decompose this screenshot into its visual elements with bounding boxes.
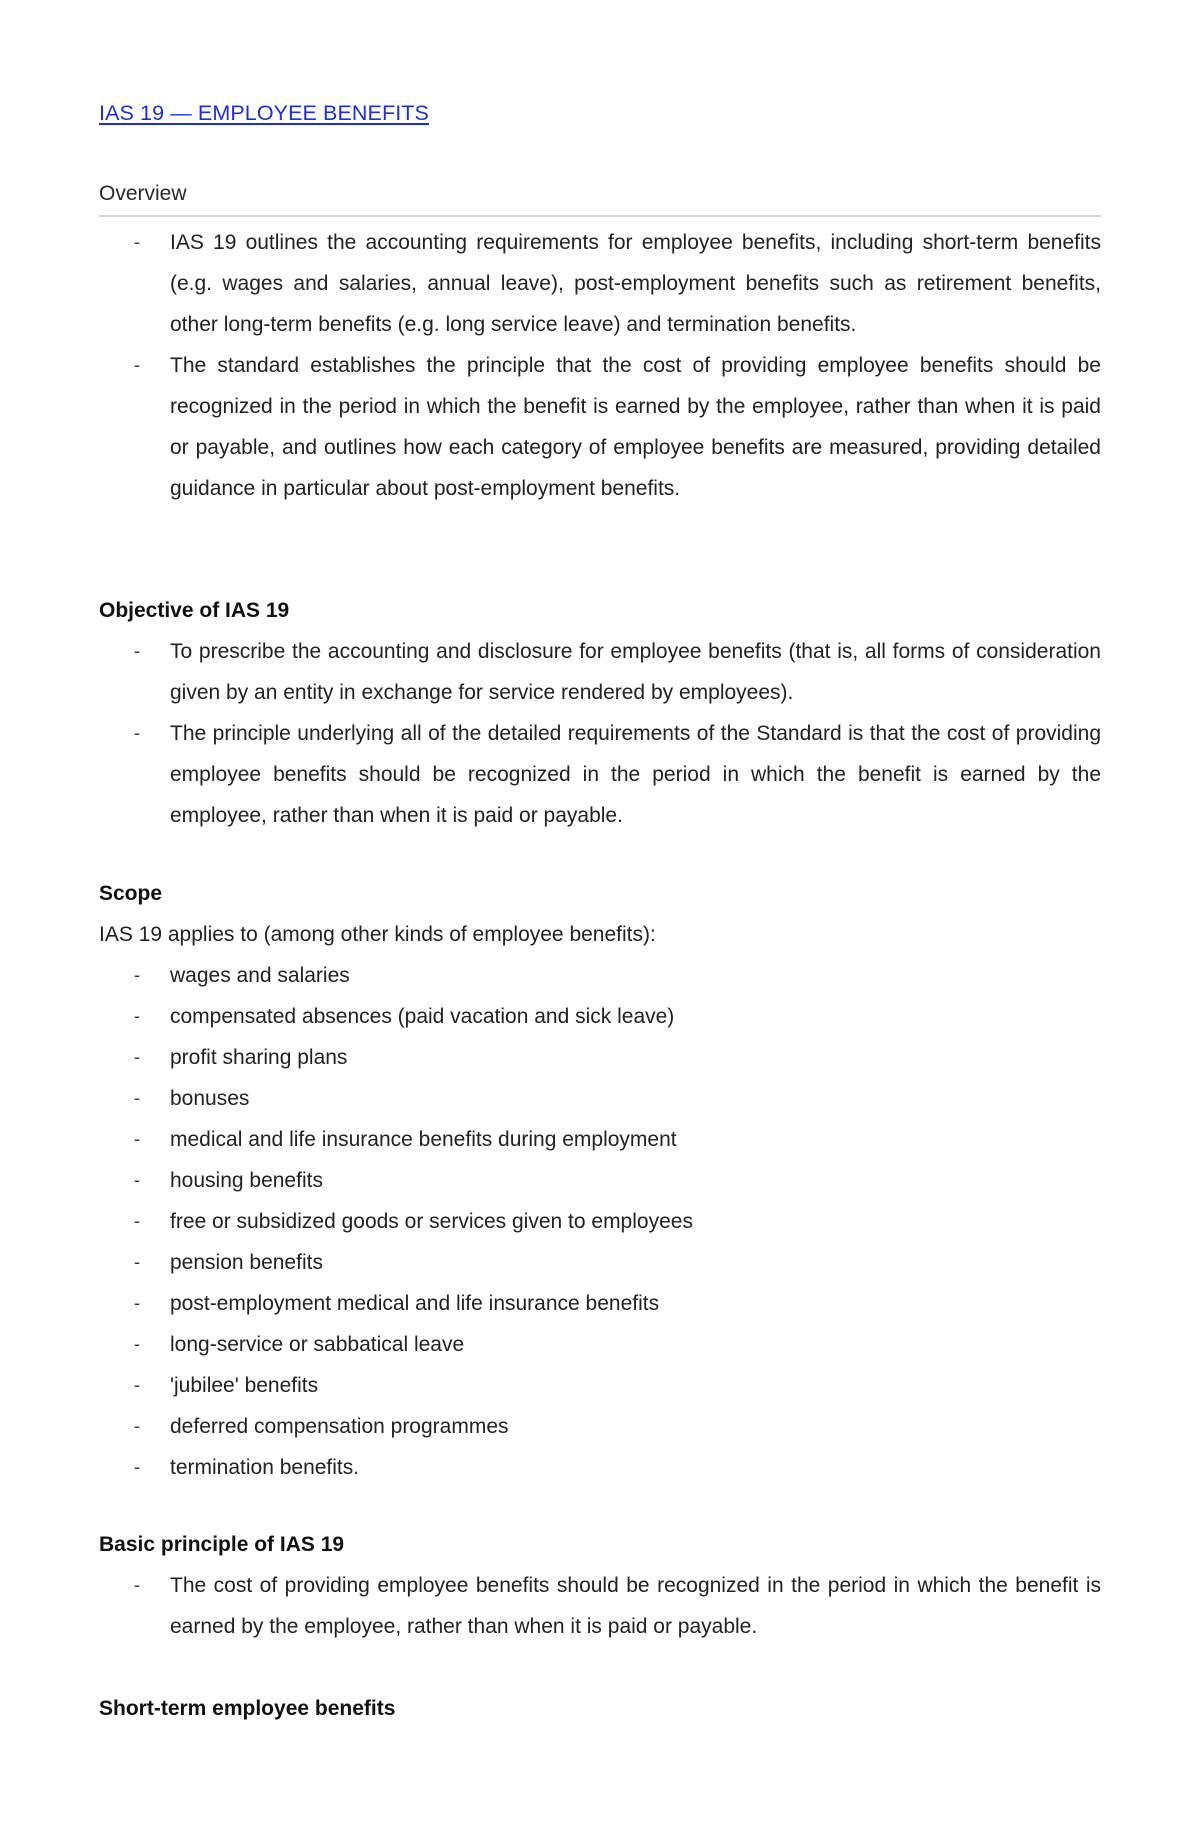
list-item-text: pension benefits [170, 1251, 323, 1274]
list-item-text: The standard establishes the principle that the cost of providing employee benefits should be recognized in the period in which the benefit is earned by the employee, rather than when it is paid or payable, and outlines how each category of employee benefits are measured, providing detailed guidance in particular about post-employment benefits. [170, 354, 1101, 500]
list-item-text: free or subsidized goods or services given to employees [170, 1210, 693, 1233]
overview-label: Overview [99, 180, 1101, 217]
dash-bullet-icon: - [134, 641, 140, 661]
list-item [99, 1160, 1101, 1201]
dash-bullet-icon: - [134, 1088, 140, 1108]
list-item [99, 1565, 1101, 1647]
dash-bullet-icon: - [134, 1170, 140, 1190]
objective-heading: Objective of IAS 19 [99, 599, 290, 622]
document-title-link[interactable]: IAS 19 — EMPLOYEE BENEFITS [99, 101, 429, 125]
list-item [99, 713, 1101, 836]
list-item-text: medical and life insurance benefits during employment [170, 1128, 677, 1151]
dash-bullet-icon: - [134, 1375, 140, 1395]
dash-bullet-icon: - [134, 1211, 140, 1231]
basic-principle-section [99, 1524, 1101, 1647]
scope-intro: IAS 19 applies to (among other kinds of employee benefits): [99, 923, 656, 946]
dash-bullet-icon: - [134, 1006, 140, 1026]
list-item-text: profit sharing plans [170, 1046, 348, 1069]
dash-bullet-icon: - [134, 1047, 140, 1067]
scope-heading: Scope [99, 882, 163, 905]
dash-bullet-icon: - [134, 232, 140, 252]
scope-list [99, 955, 1101, 1488]
overview-list [99, 222, 1101, 509]
list-item [99, 1324, 1101, 1365]
list-item [99, 1365, 1101, 1406]
list-item [99, 1201, 1101, 1242]
dash-bullet-icon: - [134, 1293, 140, 1313]
list-item-text: termination benefits. [170, 1456, 360, 1479]
list-item-text: The cost of providing employee benefits should be recognized in the period in which the benefit is earned by the employee, rather than when it is paid or payable. [170, 1574, 1101, 1638]
list-item-text: 'jubilee' benefits [170, 1374, 319, 1397]
dash-bullet-icon: - [134, 355, 140, 375]
dash-bullet-icon: - [134, 1252, 140, 1272]
objective-section [99, 590, 1101, 836]
list-item [99, 1037, 1101, 1078]
list-item [99, 1078, 1101, 1119]
list-item-text: bonuses [170, 1087, 250, 1110]
list-item-text: IAS 19 outlines the accounting requirements for employee benefits, including short-term benefits (e.g. wages and salaries, annual leave), post-employment benefits such as retirement benefits, other long-term benefits (e.g. long service leave) and termination benefits. [170, 231, 1101, 336]
basic-principle-heading: Basic principle of IAS 19 [99, 1533, 345, 1556]
list-item [99, 1283, 1101, 1324]
list-item [99, 222, 1101, 345]
list-item-text: post-employment medical and life insurance benefits [170, 1292, 660, 1315]
list-item [99, 996, 1101, 1037]
dash-bullet-icon: - [134, 723, 140, 743]
list-item-text: housing benefits [170, 1169, 323, 1192]
short-term-heading: Short-term employee benefits [99, 1697, 396, 1720]
list-item [99, 1406, 1101, 1447]
list-item-text: wages and salaries [170, 964, 350, 987]
dash-bullet-icon: - [134, 1334, 140, 1354]
list-item [99, 1447, 1101, 1488]
list-item-text: deferred compensation programmes [170, 1415, 509, 1438]
overview-section [99, 222, 1101, 509]
list-item [99, 1242, 1101, 1283]
dash-bullet-icon: - [134, 1416, 140, 1436]
list-item-text: The principle underlying all of the detailed requirements of the Standard is that the cost of providing employee benefits should be recognized in the period in which the benefit is earned by the employee, rather than when it is paid or payable. [170, 722, 1101, 827]
list-item [99, 955, 1101, 996]
list-item [99, 631, 1101, 713]
list-item-text: To prescribe the accounting and disclosure for employee benefits (that is, all forms of consideration given by an entity in exchange for service rendered by employees). [170, 640, 1101, 704]
short-term-section [99, 1688, 1101, 1729]
dash-bullet-icon: - [134, 1575, 140, 1595]
dash-bullet-icon: - [134, 1457, 140, 1477]
dash-bullet-icon: - [134, 965, 140, 985]
list-item [99, 345, 1101, 509]
list-item [99, 1119, 1101, 1160]
objective-list [99, 631, 1101, 836]
scope-section [99, 873, 1101, 1488]
list-item-text: long-service or sabbatical leave [170, 1333, 465, 1356]
list-item-text: compensated absences (paid vacation and sick leave) [170, 1005, 675, 1028]
dash-bullet-icon: - [134, 1129, 140, 1149]
basic-principle-list [99, 1565, 1101, 1647]
